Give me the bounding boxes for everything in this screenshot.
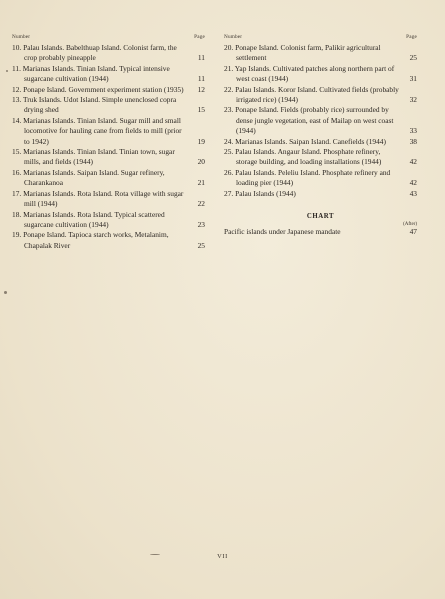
entry-text: 23. Ponape Island. Fields (probably rice) surrounded by dense jungle vegetation, east of Mailap on west coast (1944) xyxy=(224,105,394,136)
entry-page: 42 xyxy=(409,178,417,188)
entry-text: 16. Marianas Islands. Saipan Island. Sugar refinery, Charankanoa xyxy=(12,167,165,188)
left-column xyxy=(12,34,205,251)
list-item xyxy=(224,85,417,106)
list-item xyxy=(12,230,205,251)
entry-text: 21. Yap Islands. Cultivated patches along northern part of west coast (1944) xyxy=(224,63,395,84)
list-item xyxy=(224,64,417,85)
entry-page: 38 xyxy=(409,136,417,146)
list-item xyxy=(224,189,417,199)
left-column-header xyxy=(12,34,205,40)
right-column-header xyxy=(224,34,417,40)
entry-text: 14. Marianas Islands. Tinian Island. Sugar mill and small locomotive for hauling cane from fields to mill (prior to 1942) xyxy=(12,115,182,146)
chart-entry-text: Pacific islands under Japanese mandate xyxy=(224,227,341,237)
entry-page: 25 xyxy=(197,240,205,250)
entry-text: 27. Palau Islands (1944) xyxy=(224,188,296,198)
paper-blemish xyxy=(6,70,8,72)
list-item xyxy=(224,137,417,147)
entry-page: 15 xyxy=(197,105,205,115)
entry-page: 31 xyxy=(409,74,417,84)
list-item xyxy=(224,147,417,168)
paper-blemish xyxy=(4,291,7,294)
chart-list-item xyxy=(224,227,417,237)
right-entry-list xyxy=(224,43,417,199)
right-column xyxy=(224,34,417,237)
entry-text: 22. Palau Islands. Koror Island. Cultivated fields (probably irrigated rice) (1944) xyxy=(224,84,399,105)
list-item xyxy=(12,147,205,168)
entry-page: 21 xyxy=(197,178,205,188)
list-item xyxy=(12,189,205,210)
entry-text: 26. Palau Islands. Peleliu Island. Phosphate refinery and loading pier (1944) xyxy=(224,167,391,188)
entry-page: 23 xyxy=(197,219,205,229)
left-entry-list xyxy=(12,43,205,251)
entry-text: 25. Palau Islands. Angaur Island. Phosphate refinery, storage building, and loading installations (1944) xyxy=(224,147,382,167)
number-label: Number xyxy=(224,34,243,40)
entry-page: 11 xyxy=(197,53,205,63)
list-item xyxy=(224,168,417,189)
entry-text: 13. Truk Islands. Udot Island. Simple unenclosed copra drying shed xyxy=(12,95,177,115)
entry-text: 17. Marianas Islands. Rota Island. Rota village with sugar mill (1944) xyxy=(12,188,184,209)
entry-text: 10. Palau Islands. Babelthuap Island. Colonist farm, the crop probably pineapple xyxy=(12,43,177,63)
list-item xyxy=(12,43,205,64)
entry-page: 12 xyxy=(197,84,205,94)
list-item xyxy=(12,85,205,95)
page-label: Page xyxy=(406,34,417,40)
list-item xyxy=(12,95,205,116)
list-item xyxy=(12,168,205,189)
entry-text: 18. Marianas Islands. Rota Island. Typical scattered sugarcane cultivation (1944) xyxy=(12,209,165,229)
entry-text: 20. Ponape Island. Colonist farm, Palikir agricultural settlement xyxy=(224,43,381,63)
page-folio: VII xyxy=(217,553,228,560)
page-label: Page xyxy=(194,34,205,40)
after-label: (After) xyxy=(403,222,417,228)
entry-text: 11. Marianas Islands. Tinian Island. Typical intensive sugarcane cultivation (1944) xyxy=(12,63,170,84)
entry-page: 42 xyxy=(409,157,417,167)
entry-page: 32 xyxy=(409,95,417,105)
entry-page: 33 xyxy=(409,126,417,136)
entry-text: 12. Ponape Island. Government experiment station (1935) xyxy=(12,84,184,94)
entry-text: 24. Marianas Islands. Saipan Island. Canefields (1944) xyxy=(224,136,386,146)
entry-page: 22 xyxy=(197,199,205,209)
entry-page: 43 xyxy=(409,188,417,198)
list-item xyxy=(224,105,417,136)
list-item xyxy=(224,43,417,64)
list-item xyxy=(12,210,205,231)
entry-page: 20 xyxy=(197,157,205,167)
list-item xyxy=(12,64,205,85)
number-label: Number xyxy=(12,34,31,40)
entry-page: 19 xyxy=(197,136,205,146)
entry-page: 25 xyxy=(409,53,417,63)
chart-entry-page: 47 xyxy=(409,227,417,237)
entry-text: 19. Ponape Island. Tapioca starch works, Metalanim, Chapalak River xyxy=(12,230,169,250)
entry-page: 11 xyxy=(197,74,205,84)
chart-section-title: CHART xyxy=(306,213,335,221)
list-item xyxy=(12,116,205,147)
entry-text: 15. Marianas Islands. Tinian Island. Tinian town, sugar mills, and fields (1944) xyxy=(12,147,175,167)
